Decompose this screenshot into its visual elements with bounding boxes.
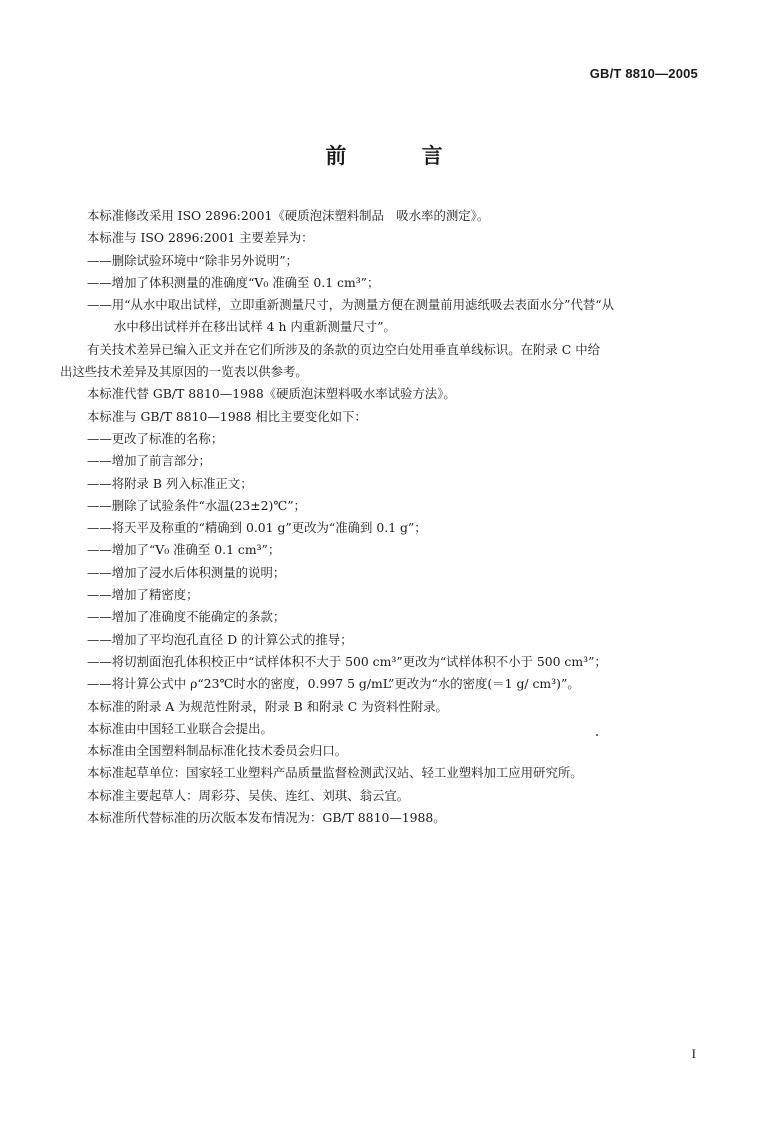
list-item: ——增加了体积测量的准确度“V₀ 准确至 0.1 cm³”； (87, 274, 380, 290)
list-item: ——删除试验环境中“除非另外说明”； (87, 252, 298, 268)
scan-speck (596, 734, 598, 736)
list-item: ——增加了准确度不能确定的条款； (87, 609, 286, 625)
paragraph: 本标准由全国塑料制品标准化技术委员会归口。 (87, 743, 348, 759)
list-item: ——增加了浸水后体积测量的说明； (87, 564, 286, 580)
list-item: ——将天平及称重的“精确到 0.01 g”更改为“准确到 0.1 g”； (87, 520, 427, 536)
list-item: ——增加了前言部分； (87, 453, 211, 469)
paragraph: 有关技术差异已编入正文并在它们所涉及的条款的页边空白处用垂直单线标识。在附录 C 中给 (87, 341, 600, 357)
list-item: ——更改了标准的名称； (87, 430, 224, 446)
list-item: ——将计算公式中 ρ“23℃时水的密度，0.997 5 g/mL”更改为“水的密度(＝1 g/ cm³)”。 (87, 676, 580, 692)
page-number: I (691, 1046, 696, 1061)
list-item: ——增加了平均泡孔直径 D 的计算公式的推导； (87, 631, 353, 647)
paragraph: 本标准起草单位：国家轻工业塑料产品质量监督检测武汉站、轻工业塑料加工应用研究所。 (87, 765, 583, 781)
paragraph: 本标准与 GB/T 8810—1988 相比主要变化如下： (87, 408, 367, 424)
paragraph: 本标准主要起草人：周彩芬、吴侠、连红、刘琪、翁云宜。 (87, 787, 410, 803)
list-item: ——将附录 B 列入标准正文； (87, 475, 253, 491)
list-item: ——将切割面泡孔体积校正中“试样体积不大于 500 cm³”更改为“试样体积不小于 500 cm³”； (87, 653, 607, 669)
document-body (0, 205, 768, 829)
paragraph: 本标准由中国轻工业联合会提出。 (87, 720, 273, 736)
list-item-continuation: 水中移出试样并在移出试样 4 h 内重新测量尺寸”。 (114, 319, 396, 335)
list-item: ——删除了试验条件“水温(23±2)℃”； (87, 497, 306, 513)
list-item: ——增加了“V₀ 准确至 0.1 cm³”； (87, 542, 281, 558)
paragraph: 本标准的附录 A 为规范性附录，附录 B 和附录 C 为资料性附录。 (87, 698, 448, 714)
standard-code: GB/T 8810—2005 (589, 66, 698, 81)
page-title: 前 言 (325, 144, 477, 168)
paragraph-continuation: 出这些技术差异及其原因的一览表以供参考。 (60, 364, 308, 380)
list-item: ——增加了精密度； (87, 587, 199, 603)
paragraph: 本标准所代替标准的历次版本发布情况为：GB/T 8810—1988。 (87, 810, 446, 826)
paragraph: 本标准修改采用 ISO 2896:2001《硬质泡沫塑料制品 吸水率的测定》。 (87, 208, 490, 223)
paragraph: 本标准与 ISO 2896:2001 主要差异为： (87, 230, 314, 246)
list-item: ——用“从水中取出试样，立即重新测量尺寸，为测量方便在测量前用滤纸吸去表面水分”代替“从 (87, 297, 615, 313)
paragraph: 本标准代替 GB/T 8810—1988《硬质泡沫塑料吸水率试验方法》。 (87, 386, 456, 402)
